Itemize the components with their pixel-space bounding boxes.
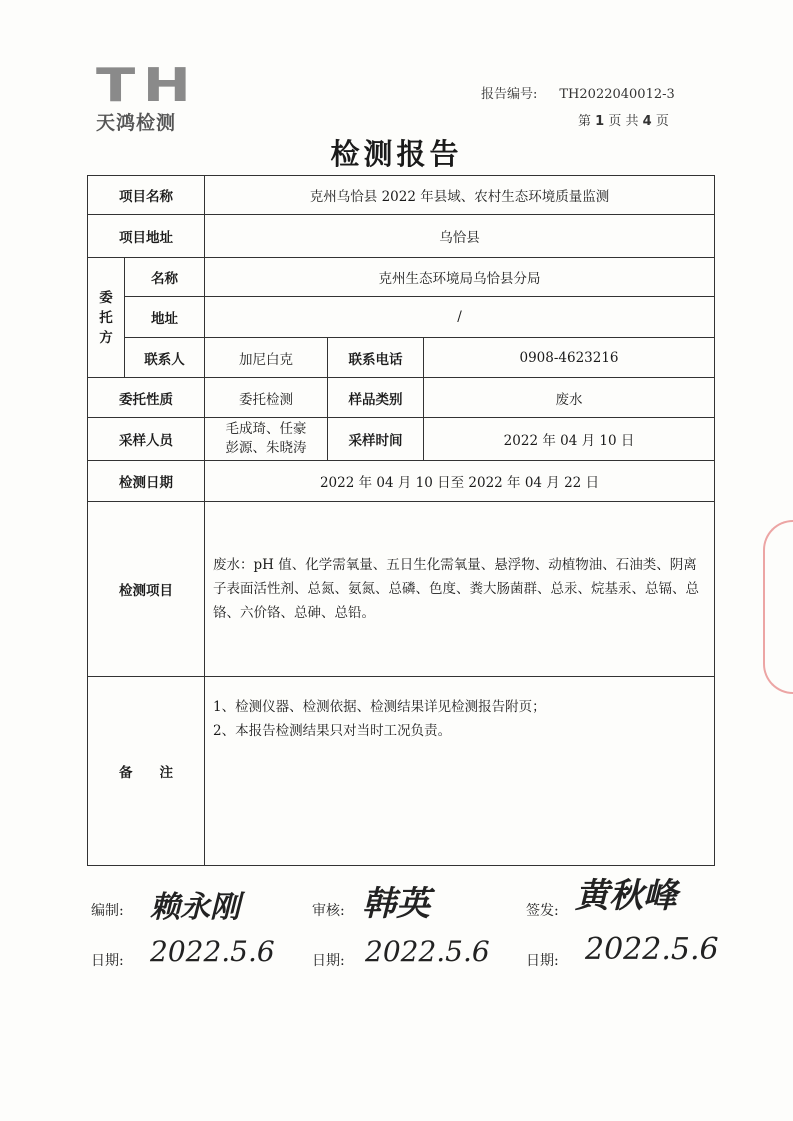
project-address-label: 项目地址 [88, 215, 205, 258]
remarks-value [205, 677, 715, 866]
sample-type-value: 废水 [424, 378, 715, 418]
report-number [481, 83, 675, 102]
approve-signature: 黄秋峰 [575, 876, 677, 916]
phone-label: 联系电话 [328, 338, 424, 378]
row-remarks [88, 677, 715, 866]
client-label-char-1: 委 [99, 289, 113, 306]
sample-type-label: 样品类别 [328, 378, 424, 418]
sample-time-value: 2022 年 04 月 10 日 [424, 418, 715, 461]
client-address-value: / [205, 297, 715, 338]
samplers-value [205, 418, 328, 461]
row-project-name [88, 176, 715, 215]
client-label-char-2: 托 [99, 309, 113, 326]
remarks-line-2: 2、本报告检测结果只对当时工况负责。 [213, 723, 452, 739]
page-info [578, 110, 669, 129]
sample-time-label: 采样时间 [328, 418, 424, 461]
compile-signature: 赖永刚 [150, 890, 240, 925]
contact-value: 加尼白克 [205, 338, 328, 378]
date-label-1: 日期: [91, 953, 124, 969]
row-client-name [88, 258, 715, 297]
report-number-label: 报告编号: [481, 87, 538, 102]
logo-name: 天鸿检测 [96, 112, 177, 134]
project-name-label: 项目名称 [88, 176, 205, 215]
page-prefix: 第 [578, 114, 592, 129]
row-contact [88, 338, 715, 378]
samplers-label: 采样人员 [88, 418, 205, 461]
phone-value: 0908-4623216 [424, 338, 715, 378]
test-date-value: 2022 年 04 月 10 日至 2022 年 04 月 22 日 [205, 461, 715, 502]
row-test-items [88, 502, 715, 677]
date-label-2: 日期: [312, 953, 345, 969]
page-title: 检测报告 [330, 137, 463, 171]
samplers-line-1: 毛成琦、任豪 [225, 421, 307, 437]
nature-label: 委托性质 [88, 378, 205, 418]
logo-letters: TH [96, 58, 199, 112]
samplers-line-2: 彭源、朱晓涛 [225, 440, 307, 456]
review-label: 审核: [312, 903, 345, 919]
row-nature [88, 378, 715, 418]
approve-label: 签发: [526, 903, 559, 919]
report-number-value: TH2022040012-3 [559, 87, 675, 102]
date-3: 2022.5.6 [585, 932, 719, 967]
project-address-value: 乌恰县 [205, 215, 715, 258]
date-1: 2022.5.6 [150, 935, 275, 968]
client-label-char-3: 方 [99, 329, 113, 346]
report-table [87, 175, 715, 866]
client-address-label: 地址 [125, 297, 205, 338]
page-total: 4 [642, 114, 652, 129]
row-client-address [88, 297, 715, 338]
compile-label: 编制: [91, 903, 124, 919]
nature-value: 委托检测 [205, 378, 328, 418]
test-items-label: 检测项目 [88, 502, 205, 677]
date-label-3: 日期: [526, 953, 559, 969]
row-samplers [88, 418, 715, 461]
page-number: 1 [595, 114, 605, 129]
row-project-address [88, 215, 715, 258]
page-middle: 页 共 [608, 114, 639, 129]
test-items-value: 废水：pH 值、化学需氧量、五日生化需氧量、悬浮物、动植物油、石油类、阴离子表面活性剂、总氮、氨氮、总磷、色度、粪大肠菌群、总汞、烷基汞、总镉、总铬、六价铬、总砷、总铅。 [205, 502, 715, 677]
review-signature: 韩英 [362, 884, 430, 924]
remarks-label: 备 注 [88, 677, 205, 866]
page-suffix: 页 [655, 114, 669, 129]
row-test-date [88, 461, 715, 502]
company-logo [96, 58, 214, 135]
red-seal-stamp-edge [763, 520, 793, 694]
project-name-value: 克州乌恰县 2022 年县域、农村生态环境质量监测 [205, 176, 715, 215]
client-label [88, 258, 125, 378]
date-2: 2022.5.6 [365, 935, 490, 968]
test-date-label: 检测日期 [88, 461, 205, 502]
remarks-line-1: 1、检测仪器、检测依据、检测结果详见检测报告附页； [213, 699, 546, 715]
contact-label: 联系人 [125, 338, 205, 378]
client-name-label: 名称 [125, 258, 205, 297]
client-name-value: 克州生态环境局乌恰县分局 [205, 258, 715, 297]
